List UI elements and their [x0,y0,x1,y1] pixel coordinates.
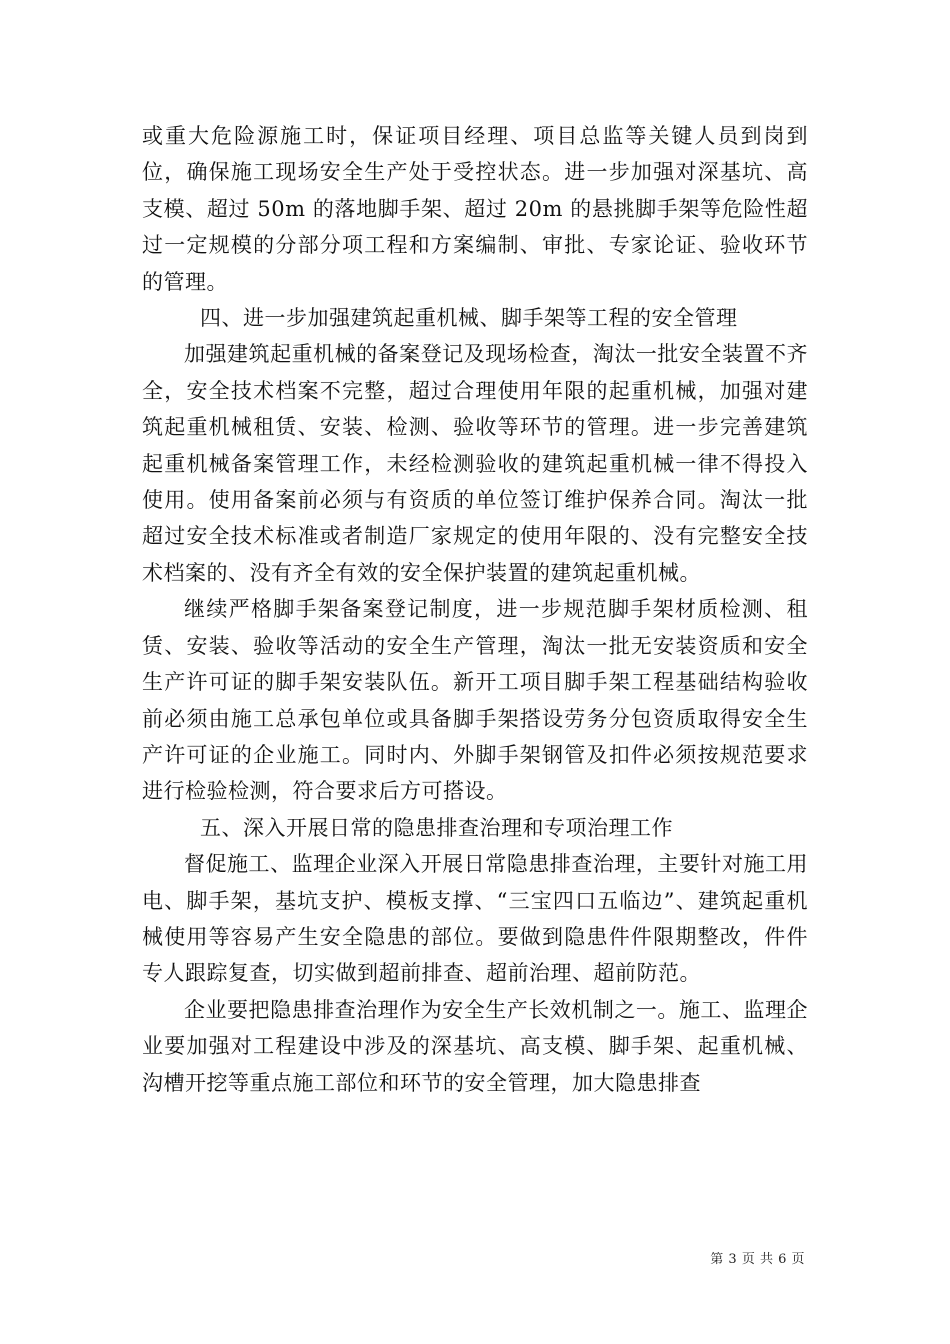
section-heading-4: 四、进一步加强建筑起重机械、脚手架等工程的安全管理 [200,306,738,331]
paragraph-continuation: 或重大危险源施工时，保证项目经理、项目总监等关键人员到岗到位，确保施工现场安全生产处于受控状态。进一步加强对深基坑、高支模、超过 50m 的落地脚手架、超过 20m 的悬挑脚手架等危险性超过一定规模的分部分项工程和方案编制、审批、专家论证、验收环节的管理。 [142,124,808,294]
paragraph-scaffold-management: 继续严格脚手架备案登记制度，进一步规范脚手架材质检测、租赁、安装、验收等活动的安全生产管理，淘汰一批无安装资质和安全生产许可证的脚手架安装队伍。新开工项目脚手架工程基础结构验收前必须由施工总承包单位或具备脚手架搭设劳务分包资质取得安全生产许可证的企业施工。同时内、外脚手架钢管及扣件必须按规范要求进行检验检测，符合要求后方可搭设。 [142,597,808,804]
document-body [142,118,808,1101]
page-number: 第 3 页 共 6 页 [710,1252,805,1267]
paragraph-hazard-inspection: 督促施工、监理企业深入开展日常隐患排查治理，主要针对施工用电、脚手架，基坑支护、模板支撑、“三宝四口五临边”、建筑起重机械使用等容易产生安全隐患的部位。要做到隐患件件限期整改，件件专人跟踪复查，切实做到超前排查、超前治理、超前防范。 [142,852,808,986]
paragraph-crane-management: 加强建筑起重机械的备案登记及现场检查，淘汰一批安全装置不齐全，安全技术档案不完整，超过合理使用年限的起重机械，加强对建筑起重机械租赁、安装、检测、验收等环节的管理。进一步完善建筑起重机械备案管理工作，未经检测验收的建筑起重机械一律不得投入使用。使用备案前必须与有资质的单位签订维护保养合同。淘汰一批超过安全技术标准或者制造厂家规定的使用年限的、没有完整安全技术档案的、没有齐全有效的安全保护装置的建筑起重机械。 [142,342,808,585]
section-heading-5: 五、深入开展日常的隐患排查治理和专项治理工作 [200,815,673,840]
paragraph-hazard-mechanism: 企业要把隐患排查治理作为安全生产长效机制之一。施工、监理企业要加强对工程建设中涉及的深基坑、高支模、脚手架、起重机械、沟槽开挖等重点施工部位和环节的安全管理，加大隐患排查 [142,997,808,1095]
